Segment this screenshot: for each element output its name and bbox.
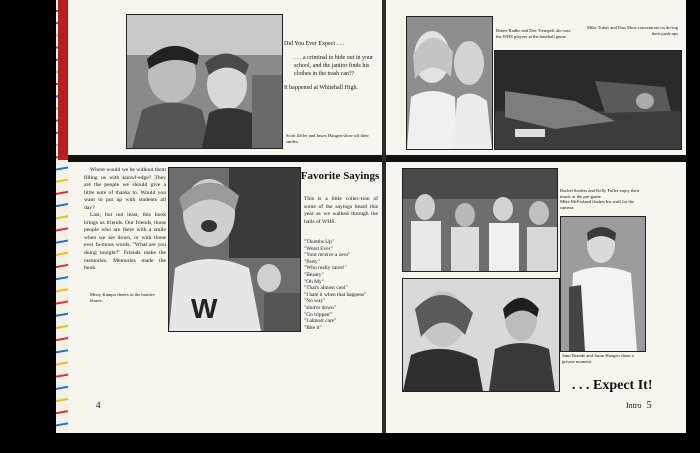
saying-item: "Thumbs Up" xyxy=(304,239,335,245)
photo2-caption: Missy Kampa cheers as the bonfire blazes. xyxy=(90,292,155,303)
saying-item: "I almost care" xyxy=(304,318,337,325)
caption-rachel: Rachel Sealers and Kelly Fuller enjoy their music at the pre-game. xyxy=(560,188,640,199)
intro-label: Intro xyxy=(626,401,642,410)
saying-item: "Bite it" xyxy=(304,324,322,331)
saying-item: "Party" xyxy=(304,258,320,265)
saying-item: "Your receive a zero" xyxy=(304,252,351,259)
photo1-caption: Scott Zeller and Jason Haugen show off their smiles. xyxy=(286,133,369,144)
saying-item: "Who really cares!" xyxy=(304,265,347,272)
sayings-title-text: Favorite Sayings xyxy=(300,170,380,182)
saying-item: "Worst Ever" xyxy=(304,245,333,252)
saying-item: "Go trippen'" xyxy=(304,311,333,318)
divider-rule-right xyxy=(386,155,686,162)
expect-heading: Did You Ever Expect . . . xyxy=(284,41,344,47)
body-paragraph: Last, but not least, this book brings us friends. Our friends, those people who are there with a smile when we are down, or with those ever fa-mous words, "What are you doing tonight?" Friends make the memories. Memories made the book. xyxy=(84,212,166,272)
page-footer-right xyxy=(626,400,652,411)
saying-item: "shut'er down" xyxy=(304,304,336,311)
photo-push-ups xyxy=(494,50,682,150)
saying-item: "I hate it when that happens" xyxy=(304,291,367,298)
page-edge-red xyxy=(58,0,68,160)
photo-mike-mcfarland xyxy=(560,216,646,352)
photo-cheerleader-bonfire xyxy=(168,167,301,332)
caption-bottom: Jami Brande and Jason Haugen share a private moment. xyxy=(562,353,634,364)
left-page xyxy=(68,0,382,433)
expect-it-heading: . . . Expect It! xyxy=(572,378,653,393)
divider-rule xyxy=(68,155,382,162)
page-number-right: 5 xyxy=(646,400,652,411)
saying-item: "Oh My" xyxy=(304,278,324,285)
saying-item: "Beauty" xyxy=(304,271,324,278)
body-paragraph: Where would we be without them filling us with knowl-edge? They are the people we should give a little note of thanks to. Would you want to put up with students all day? xyxy=(84,167,166,211)
saying-item: "No way" xyxy=(304,298,326,305)
sayings-intro: This is a little collec-tion of some of the sayings heard this year as we walked through the halls of WHS. xyxy=(304,196,378,225)
page-number-left: 4 xyxy=(96,400,101,410)
svg-text:W: W xyxy=(191,293,218,324)
caption-top: Renee Radke and Dee Trempelt dis-cuss the WHS players at the baseball game. xyxy=(496,28,571,39)
photo-band-pregame xyxy=(402,168,558,272)
right-page xyxy=(386,0,686,433)
did-you-ever-expect-text xyxy=(284,40,374,92)
favorite-sayings-title xyxy=(300,170,380,182)
caption-band xyxy=(560,188,642,211)
sayings-list xyxy=(304,239,380,331)
happened-text: It happened at Whitehall High. xyxy=(284,85,359,92)
criminal-text: . . . a criminal to hide out in your school, and the janitor finds his clothes in the trash can?? xyxy=(294,55,373,78)
caption-mike: Mike McFarland flashes his stuff for the camera. xyxy=(560,199,635,211)
photo-two-students-smiling xyxy=(126,14,283,149)
body-text xyxy=(84,167,166,273)
saying-item: "That's almost cool" xyxy=(304,285,348,292)
caption-top-right: Mike Tuttas and Dan Moss concentrate on do-ing their push-ups xyxy=(587,25,678,36)
photo-two-girls-baseball xyxy=(406,16,493,150)
photo-couple-private-moment xyxy=(402,278,560,392)
